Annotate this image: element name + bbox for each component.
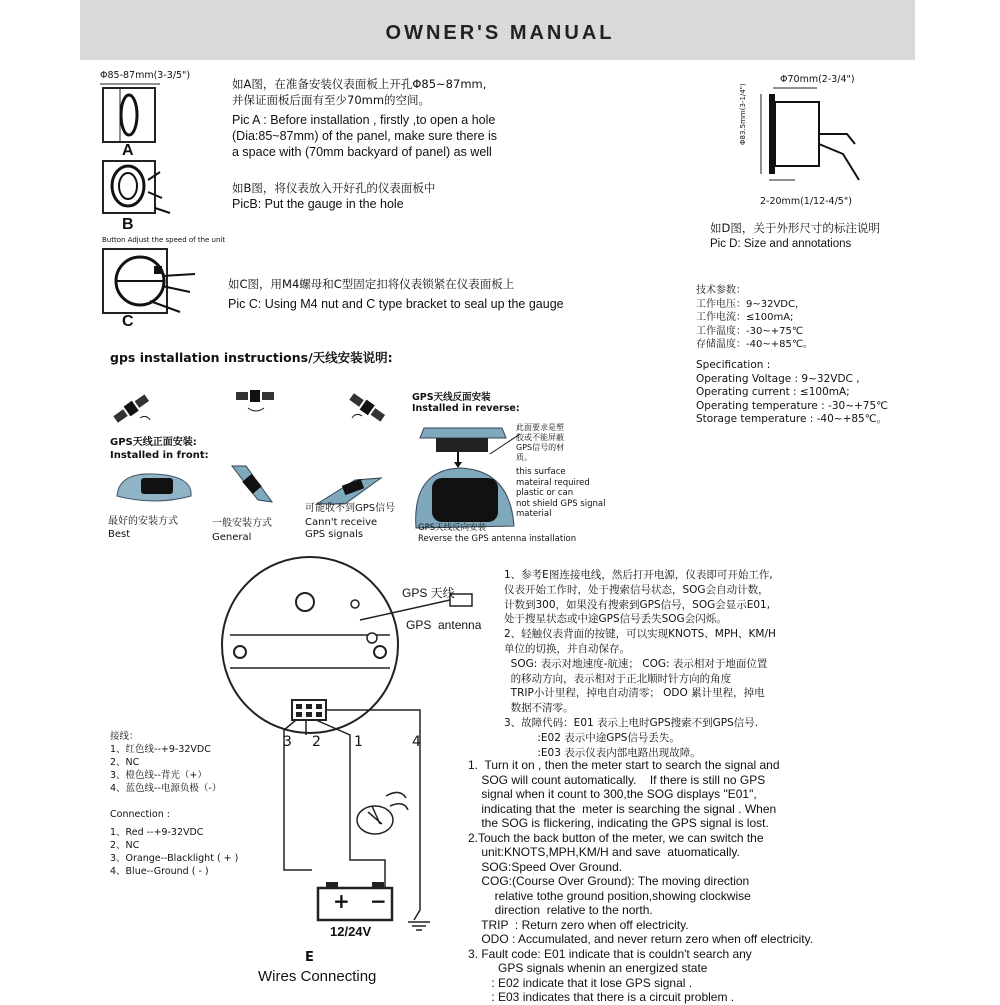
antenna-best-illustration [115, 466, 195, 506]
gps-cant-cn: 可能收不到GPS信号 [305, 503, 396, 514]
connection-en [110, 808, 238, 878]
pin-3-label: 3 [283, 734, 292, 750]
connection-cn-item: 4、蓝色线--电源负极（-） [110, 783, 222, 794]
spec-en-heading: Specification : [696, 359, 771, 371]
battery-voltage: 12/24V [330, 924, 372, 939]
connection-en-item: 3、Orange--Blacklight ( + ) [110, 853, 239, 864]
pic-b-illustration [100, 158, 180, 218]
gps-general-en: General [212, 532, 252, 543]
pic-b-label: B [122, 216, 134, 233]
spec-cn-line: 存储温度：-40~+85℃。 [696, 339, 814, 350]
pic-d-dim-side: Φ83.5mm(3-1/4") [739, 83, 747, 145]
connection-cn-item: 3、橙色线--背光（+） [110, 770, 207, 781]
gps-front-cn: GPS天线正面安装: [110, 437, 197, 448]
pic-c-illustration [100, 246, 210, 316]
gps-reverse-cn: GPS天线反面安装 [412, 392, 491, 403]
pic-c-text-cn: 如C图，用M4螺母和C型固定扣将仪表锁紧在仪表面板上 [228, 277, 515, 291]
pic-a-dimension: Φ85-87mm(3-3/5") [100, 70, 191, 81]
pic-d-text-cn: 如D图，关于外形尺寸的标注说明 [710, 221, 880, 235]
satellite-icon [236, 384, 276, 416]
spec-en-line: Storage temperature : -40~+85℃。 [696, 413, 888, 425]
satellite-icon [348, 392, 388, 424]
wiring-caption: Wires Connecting [258, 968, 377, 985]
gps-cant-en: Cann't receive GPS signals [305, 517, 378, 540]
pic-b-text-en: PicB: Put the gauge in the hole [232, 197, 404, 211]
gps-best-en: Best [108, 529, 131, 540]
gps-reverse-note-cn: 此面要求是塑 胶或不能屏蔽 GPS信号的材 质。 [516, 423, 565, 462]
pic-c-text-en: Pic C: Using M4 nut and C type bracket to seal up the gauge [228, 297, 564, 311]
pic-b-text-cn: 如B图，将仪表放入开好孔的仪表面板中 [232, 181, 436, 195]
spec-cn-heading: 技术参数： [696, 285, 746, 296]
connection-cn [110, 730, 221, 795]
spec-en-block [696, 359, 888, 427]
spec-cn-line: 工作温度：-30~+75℃ [696, 325, 804, 337]
satellite-icon [112, 392, 152, 424]
connection-en-item: 1、Red --+9-32VDC [110, 827, 204, 838]
connection-cn-item: 1、红色线--+9-32VDC [110, 744, 211, 755]
pic-a-text-cn: 如A图，在准备安装仪表面板上开孔Φ85~87mm, 并保证面板后面有至少70mm的空间。 [232, 77, 487, 107]
gps-reverse-caption-cn: GPS天线反向安装 [418, 523, 487, 533]
connection-en-item: 2、NC [110, 840, 140, 851]
gps-general-cn: 一般安装方式 [212, 518, 272, 529]
antenna-label-cn: GPS 天线 [402, 586, 455, 600]
gps-reverse-caption-en: Reverse the GPS antenna installation [418, 534, 577, 544]
instructions-cn: 1、参考E图连接电线，然后打开电源，仪表即可开始工作, 仪表开始工作时，处于搜索信号状态，SOG会自动计数， 计数到300，如果没有搜索到GPS信号，SOG会显示E01, 处于搜星状态或中途GPS信号丢失SOG会闪烁。 2、轻触仪表背面的按键，可以实现KNOTS、MPH、KM/H 单位的切换，并自动保存。 SOG: 表示对地速度-航速； COG: 表示相对于地面位置 的移动方向，表示相对于正北顺时针方向的角度 TRIP小计里程，掉电自动清零； ODO 累计里程，掉电 数据不清零。 3、故障代码：E01 表示上电时GPS搜索不到GPS信号. :E02 表示中途GPS信号丢失。 :E03 表示仪表内部电路出现故障。 [504, 569, 776, 759]
connection-en-heading: Connection : [110, 809, 170, 820]
pic-c-label: C [122, 313, 134, 330]
pic-d-dim-top: Φ70mm(2-3/4") [780, 74, 855, 85]
pic-a-illustration [100, 82, 160, 144]
battery-plus: + [333, 889, 350, 913]
antenna-general-illustration [228, 460, 278, 510]
pic-a-label: A [122, 142, 134, 159]
antenna-reverse-illustration [410, 418, 520, 538]
spec-en-line: Operating temperature : -30~+75℃ [696, 399, 888, 412]
gps-reverse-en: Installed in reverse: [412, 403, 520, 414]
instructions-en: 1. Turn it on , then the meter start to search the signal and SOG will count automatically. If there is still no GPS signal when it count to 300,the SOG displays "E01", indicating that the meter is searching the signal . When the SOG is flickering, indicating the GPS signal is lost. 2.Touch the back button of the meter, we can switch the unit:KNOTS,MPH,KM/H and save atuomatically. SOG:Speed Over Ground. COG:(Course Over Ground): The moving direction relative tothe ground position,showing clockwise direction relative to the north. TRIP : Return zero when off electricity. ODO : Accumulated, and never return zero when off electricity. 3. Fault code: E01 indicate that is couldn't search any GPS signals whenin an energized state : E02 indicate that it lose GPS signal . : E03 indicates that there is a circuit problem . [468, 758, 814, 1004]
pin-4-label: 4 [412, 734, 421, 750]
pin-1-label: 1 [354, 734, 363, 750]
gps-best-cn: 最好的安装方式 [108, 516, 178, 527]
gps-front-en: Installed in front: [110, 450, 209, 461]
pic-a-text-en: Pic A : Before installation , firstly ,to open a hole (Dia:85~87mm) of the panel, make sure there is a space with (70mm backyard of panel) as well [232, 113, 498, 159]
antenna-label-en: GPS antenna [406, 618, 482, 632]
page-title: OWNER'S MANUAL [385, 22, 615, 44]
connection-cn-heading: 接线： [110, 731, 139, 742]
spec-en-line: Operating Voltage : 9~32VDC , [696, 372, 860, 385]
spec-cn-line: 工作电流：≤100mA; [696, 312, 794, 323]
gps-heading: gps installation instructions/天线安装说明: [110, 350, 393, 365]
pic-d-illustration [755, 84, 865, 184]
connection-cn-item: 2、NC [110, 757, 140, 768]
gps-reverse-note-en: this surface mateiral required plastic or can not shield GPS signal material [516, 467, 606, 519]
connection-en-item: 4、Blue--Ground ( - ) [110, 866, 209, 877]
spec-cn-block [696, 284, 813, 352]
pin-2-label: 2 [312, 734, 321, 750]
spec-cn-line: 工作电压：9~32VDC， [696, 298, 805, 310]
pic-d-dim-bottom: 2-20mm(1/12-4/5") [760, 196, 852, 207]
spec-en-line: Operating current : ≤100mA; [696, 386, 850, 398]
antenna-cant-illustration [315, 468, 385, 508]
wiring-label: E [305, 950, 314, 965]
pic-d-text-en: Pic D: Size and annotations [710, 238, 852, 250]
pic-c-caption: Button Adjust the speed of the unit [102, 236, 226, 244]
battery-minus: − [370, 889, 387, 913]
